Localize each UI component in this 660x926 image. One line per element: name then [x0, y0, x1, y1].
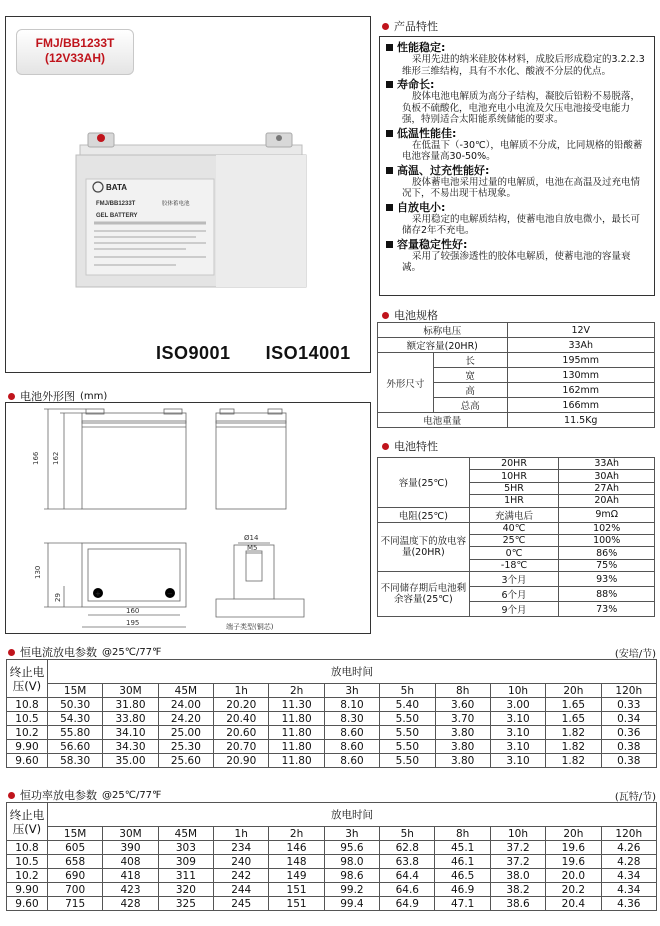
column-header: 120h [601, 684, 656, 698]
cc-section-title: 恒电流放电参数 @25℃/77℉ (安培/节) [8, 644, 656, 660]
table-header-row: 终止电压(V) 放电时间 [7, 660, 657, 684]
table-row: 不同温度下的放电容量(20HR) 40℃ 102% [378, 522, 655, 534]
svg-text:−: − [167, 590, 173, 598]
table-cell: 1.82 [546, 726, 601, 740]
table-cell: 20.0 [546, 869, 601, 883]
constant-power-table [6, 802, 657, 911]
model-name: FMJ/BB1233T [35, 36, 115, 50]
table-cell: 19.6 [546, 855, 601, 869]
column-header: 20h [546, 827, 601, 841]
column-header: 5h [380, 684, 435, 698]
table-cell: 3.80 [435, 754, 490, 768]
table-cell: 5.50 [380, 712, 435, 726]
table-cell: 24.00 [158, 698, 213, 712]
table-cell: 34.10 [103, 726, 158, 740]
column-header: 1h [214, 684, 269, 698]
table-row [7, 726, 657, 740]
front-view-outline [82, 421, 186, 509]
column-header: 10h [490, 684, 545, 698]
table-row: 5HR 27Ah [378, 482, 655, 494]
table-cell: 19.6 [546, 841, 601, 855]
table-cell: 63.8 [380, 855, 435, 869]
side-view-outline [216, 421, 286, 509]
table-cell: 0.38 [601, 740, 656, 754]
table-cell: 1.65 [546, 712, 601, 726]
cert-iso9001: ISO9001 [156, 343, 231, 363]
column-header: 15M [47, 827, 102, 841]
table-cell: 325 [158, 897, 213, 911]
feature-heading: 低温性能佳: [386, 127, 646, 140]
dimension-drawing [6, 403, 370, 633]
table-row: 电池重量 11.5Kg [378, 413, 655, 428]
table-cell: 64.4 [380, 869, 435, 883]
column-header: 1h [214, 827, 269, 841]
table-cell: 5.50 [380, 754, 435, 768]
table-cell: 390 [103, 841, 158, 855]
dim-length: 195 [126, 619, 140, 627]
table-cell: 0.36 [601, 726, 656, 740]
table-cell: 33.80 [103, 712, 158, 726]
table-cell: 8.60 [324, 740, 379, 754]
table-header-row [7, 827, 657, 841]
table-cell: 20.70 [214, 740, 269, 754]
table-cell: 46.1 [435, 855, 490, 869]
column-header: 2h [269, 827, 324, 841]
table-cell: 37.2 [490, 855, 545, 869]
table-row: 1HR 20Ah [378, 495, 655, 507]
column-header: 8h [435, 684, 490, 698]
model-spec: (12V33AH) [44, 51, 106, 65]
table-row: 容量(25℃) 20HR 33Ah [378, 458, 655, 470]
table-cell: 658 [47, 855, 102, 869]
table-cell: 3.10 [490, 740, 545, 754]
table-cell: 20.2 [546, 883, 601, 897]
table-cell: 8.60 [324, 726, 379, 740]
column-header: 30M [103, 827, 158, 841]
table-cell: 4.26 [601, 841, 656, 855]
spec-section-title: 电池规格 [382, 307, 438, 323]
table-cell: 50.30 [47, 698, 102, 712]
table-cell: 54.30 [47, 712, 102, 726]
terminal-caption: 端子类型(铜芯) [226, 623, 274, 631]
column-header: 120h [601, 827, 656, 841]
table-cell: 46.9 [435, 883, 490, 897]
table-cell: 95.6 [324, 841, 379, 855]
table-cell: 3.10 [490, 726, 545, 740]
cp-section-title: 恒功率放电参数 @25℃/77℉ (瓦特/节) [8, 787, 656, 803]
feature-body: 采用稳定的电解质结构，使蓄电池自放电微小，最长可储存2年不充电。 [402, 213, 641, 236]
performance-section-title: 电池特性 [382, 438, 438, 454]
table-cell: 5.50 [380, 740, 435, 754]
square-bullet-icon [386, 130, 393, 137]
table-cell: 0.38 [601, 754, 656, 768]
table-cell: 320 [158, 883, 213, 897]
table-cell: 240 [214, 855, 269, 869]
table-cell: 10.2 [7, 726, 48, 740]
table-row [7, 897, 657, 911]
table-row: 25℃ 100% [378, 534, 655, 546]
table-cell: 690 [47, 869, 102, 883]
dim-terminal-diameter: Ø14 [244, 534, 259, 542]
square-bullet-icon [386, 81, 393, 88]
table-cell: 25.30 [158, 740, 213, 754]
drawing-section-title: 电池外形图 (mm) [8, 388, 107, 404]
table-cell: 99.4 [324, 897, 379, 911]
table-cell: 303 [158, 841, 213, 855]
table-cell: 8.10 [324, 698, 379, 712]
dim-width: 130 [34, 565, 42, 579]
table-cell: 20.40 [214, 712, 269, 726]
table-cell: 8.30 [324, 712, 379, 726]
table-cell: 3.60 [435, 698, 490, 712]
table-row [7, 754, 657, 768]
table-cell: 242 [214, 869, 269, 883]
table-cell: 4.36 [601, 897, 656, 911]
constant-current-table [6, 659, 657, 768]
table-cell: 3.80 [435, 726, 490, 740]
feature-body: 胶体电池电解质为高分子结构，凝胶后铅粉不易脱落，负板不硫酸化，电池充电小电流及欠压电池接受电能力强，特别适合太阳能系统储能的要求。 [402, 91, 641, 125]
table-cell: 20.20 [214, 698, 269, 712]
feature-body: 胶体蓄电池采用过量的电解质，电池在高温及过充电情况下，不易出现干枯现象。 [402, 176, 641, 199]
table-cell: 8.60 [324, 754, 379, 768]
table-cell: 20.60 [214, 726, 269, 740]
table-cell: 244 [214, 883, 269, 897]
table-cell: 11.30 [269, 698, 324, 712]
feature-body: 采用了较强渗透性的胶体电解质，使蓄电池的容量衰减。 [402, 250, 631, 273]
dim-terminal-offset: 29 [54, 593, 62, 602]
table-cell: 35.00 [103, 754, 158, 768]
column-header: 15M [47, 684, 102, 698]
table-row [7, 869, 657, 883]
table-cell: 98.6 [324, 869, 379, 883]
feature-heading: 自放电小: [386, 201, 646, 214]
table-cell: 58.30 [47, 754, 102, 768]
table-row [7, 841, 657, 855]
table-cell: 38.2 [490, 883, 545, 897]
table-cell: 3.70 [435, 712, 490, 726]
table-cell: 25.00 [158, 726, 213, 740]
table-cell: 47.1 [435, 897, 490, 911]
bullet-icon [8, 393, 15, 400]
feature-heading: 容量稳定性好: [386, 238, 646, 251]
table-cell: 4.34 [601, 869, 656, 883]
table-cell: 98.0 [324, 855, 379, 869]
front-view-lid [82, 413, 186, 423]
features-section-title: 产品特性 [382, 18, 438, 34]
table-row [7, 740, 657, 754]
table-header-row [7, 684, 657, 698]
column-header: 5h [380, 827, 435, 841]
table-cell: 20.90 [214, 754, 269, 768]
table-row: 电阻(25℃) 充满电后 9mΩ [378, 507, 655, 522]
table-cell: 700 [47, 883, 102, 897]
table-cell: 148 [269, 855, 324, 869]
table-cell: 55.80 [47, 726, 102, 740]
table-cell: 1.82 [546, 740, 601, 754]
table-cell: 38.0 [490, 869, 545, 883]
feature-heading: 高温、过充性能好: [386, 164, 646, 177]
bullet-icon [8, 649, 15, 656]
table-cell: 234 [214, 841, 269, 855]
table-cell: 1.65 [546, 698, 601, 712]
dim-inner-length: 160 [126, 607, 140, 615]
table-cell: 9.60 [7, 754, 48, 768]
table-cell: 428 [103, 897, 158, 911]
battery-brand: BATA [106, 183, 128, 192]
table-row: 外形尺寸 长 195mm [378, 353, 655, 368]
table-row: 额定容量(20HR) 33Ah [378, 338, 655, 353]
column-header: 30M [103, 684, 158, 698]
model-badge [16, 29, 134, 75]
table-cell: 3.80 [435, 740, 490, 754]
table-cell: 311 [158, 869, 213, 883]
table-row: 6个月 88% [378, 587, 655, 602]
square-bullet-icon [386, 204, 393, 211]
table-cell: 245 [214, 897, 269, 911]
bullet-icon [382, 312, 389, 319]
table-cell: 1.82 [546, 754, 601, 768]
certifications [156, 343, 351, 364]
spec-table [377, 322, 655, 428]
table-row [7, 855, 657, 869]
table-cell: 151 [269, 883, 324, 897]
product-image-panel [5, 16, 371, 373]
table-cell: 3.10 [490, 754, 545, 768]
table-cell: 20.4 [546, 897, 601, 911]
square-bullet-icon [386, 44, 393, 51]
table-cell: 5.40 [380, 698, 435, 712]
battery-label-cn: 胶体蓄电池 [162, 201, 190, 207]
table-cell: 149 [269, 869, 324, 883]
dim-total-height: 166 [32, 451, 40, 465]
table-row [7, 883, 657, 897]
table-cell: 25.60 [158, 754, 213, 768]
svg-text:+: + [95, 590, 101, 598]
drawing-panel [5, 402, 371, 634]
table-cell: 605 [47, 841, 102, 855]
table-cell: 11.80 [269, 740, 324, 754]
table-cell: 45.1 [435, 841, 490, 855]
table-cell: 423 [103, 883, 158, 897]
table-cell: 10.5 [7, 855, 48, 869]
table-header-row: 终止电压(V) 放电时间 [7, 803, 657, 827]
battery-label-type: GEL BATTERY [96, 213, 138, 219]
table-cell: 408 [103, 855, 158, 869]
table-cell: 309 [158, 855, 213, 869]
table-cell: 11.80 [269, 726, 324, 740]
table-row: 9个月 73% [378, 602, 655, 617]
table-row: 高 162mm [378, 383, 655, 398]
table-row: 10HR 30Ah [378, 470, 655, 482]
table-cell: 10.5 [7, 712, 48, 726]
table-cell: 3.00 [490, 698, 545, 712]
table-cell: 56.60 [47, 740, 102, 754]
cert-iso14001: ISO14001 [265, 343, 351, 363]
table-row [7, 698, 657, 712]
column-header: 20h [546, 684, 601, 698]
bullet-icon [382, 23, 389, 30]
table-cell: 64.9 [380, 897, 435, 911]
table-cell: 151 [269, 897, 324, 911]
table-cell: 46.5 [435, 869, 490, 883]
column-header: 10h [490, 827, 545, 841]
table-cell: 10.2 [7, 869, 48, 883]
feature-heading: 寿命长: [386, 78, 646, 91]
table-cell: 5.50 [380, 726, 435, 740]
feature-body: 采用先进的纳米硅胶体材料，成胶后形成稳定的3.2.2.3维形三维结构，具有不水化、酸液不分层的优点。 [402, 54, 645, 77]
table-row: 0℃ 86% [378, 547, 655, 559]
table-cell: 24.20 [158, 712, 213, 726]
table-row: 不同储存期后电池剩余容量(25℃) 3个月 93% [378, 572, 655, 587]
battery-photo [66, 127, 316, 297]
table-cell: 9.60 [7, 897, 48, 911]
table-row [7, 712, 657, 726]
column-header: 45M [158, 684, 213, 698]
table-cell: 11.80 [269, 754, 324, 768]
table-cell: 34.30 [103, 740, 158, 754]
feature-heading: 性能稳定: [386, 41, 646, 54]
table-cell: 62.8 [380, 841, 435, 855]
table-cell: 9.90 [7, 883, 48, 897]
table-cell: 4.34 [601, 883, 656, 897]
table-cell: 10.8 [7, 841, 48, 855]
battery-label-model: FMJ/BB1233T [96, 201, 136, 207]
dim-thread: M5 [247, 544, 258, 552]
column-header: 8h [435, 827, 490, 841]
table-cell: 64.6 [380, 883, 435, 897]
table-cell: 38.6 [490, 897, 545, 911]
performance-table [377, 457, 655, 617]
table-cell: 3.10 [490, 712, 545, 726]
table-cell: 9.90 [7, 740, 48, 754]
column-header: 3h [324, 684, 379, 698]
column-header: 45M [158, 827, 213, 841]
column-header: 3h [324, 827, 379, 841]
table-cell: 99.2 [324, 883, 379, 897]
table-row: 宽 130mm [378, 368, 655, 383]
table-row: 标称电压 12V [378, 323, 655, 338]
square-bullet-icon [386, 241, 393, 248]
table-cell: 715 [47, 897, 102, 911]
square-bullet-icon [386, 167, 393, 174]
feature-body: 在低温下（-30℃），电解质不分成，比同规格的铅酸蓄电池容量高30-50%。 [402, 139, 643, 162]
bullet-icon [8, 792, 15, 799]
table-cell: 31.80 [103, 698, 158, 712]
dim-height: 162 [52, 451, 60, 465]
column-header: 2h [269, 684, 324, 698]
table-cell: 11.80 [269, 712, 324, 726]
table-cell: 10.8 [7, 698, 48, 712]
bullet-icon [382, 443, 389, 450]
table-cell: 4.28 [601, 855, 656, 869]
table-cell: 0.34 [601, 712, 656, 726]
table-row: 总高 166mm [378, 398, 655, 413]
table-row: -18℃ 75% [378, 559, 655, 571]
table-cell: 0.33 [601, 698, 656, 712]
table-cell: 37.2 [490, 841, 545, 855]
features-panel [379, 36, 655, 296]
table-cell: 418 [103, 869, 158, 883]
table-cell: 146 [269, 841, 324, 855]
